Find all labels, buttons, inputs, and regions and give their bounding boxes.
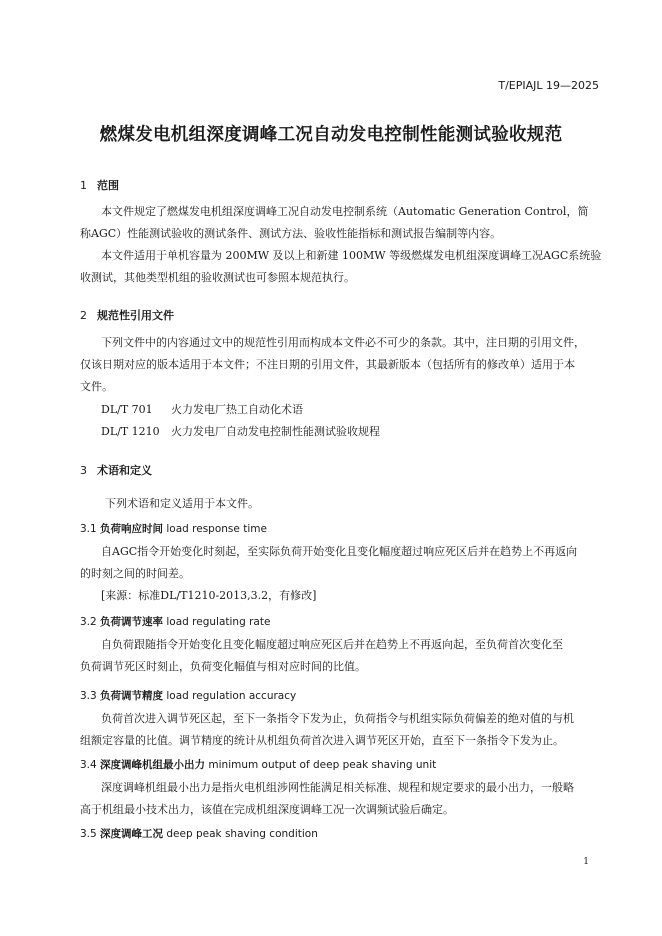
reference-name: 火力发电厂自动发电控制性能测试验收规程 — [171, 425, 380, 438]
term-3-4-line-2: 高于机组最小技术出力，该值在完成机组深度调峰工况一次调频试验后确定。 — [80, 803, 454, 816]
term-3-2-heading — [80, 614, 270, 629]
section-1-paragraph-2-line-1: 本文件适用于单机容量为 200MW 及以上和新建 100MW 等级燃煤发电机组深度调峰工况AGC系统验 — [101, 249, 602, 262]
term-3-3-heading — [80, 688, 296, 703]
term-3-4-line-1: 深度调峰机组最小出力是指火电机组涉网性能满足相关标准、规程和规定要求的最小出力，一般略 — [101, 781, 574, 794]
reference-item — [101, 421, 380, 443]
term-3-5-number: 3.5 — [80, 828, 97, 840]
term-3-5-en: deep peak shaving condition — [166, 828, 318, 840]
section-1-title: 范围 — [97, 179, 119, 192]
section-3-intro: 下列术语和定义适用于本文件。 — [105, 497, 259, 510]
section-2-paragraph-line-3: 文件。 — [80, 380, 113, 393]
reference-name: 火力发电厂热工自动化术语 — [171, 403, 303, 416]
term-3-2-zh: 负荷调节速率 — [100, 616, 164, 628]
reference-item — [101, 399, 303, 421]
term-3-1-number: 3.1 — [80, 523, 97, 535]
term-3-1-heading — [80, 521, 267, 536]
page-title: 燃煤发电机组深度调峰工况自动发电控制性能测试验收规范 — [99, 125, 563, 145]
term-3-5-zh: 深度调峰工况 — [100, 828, 164, 840]
term-3-5-heading — [80, 826, 318, 841]
term-3-4-en: minimum output of deep peak shaving unit — [208, 759, 437, 771]
section-2-paragraph-line-1: 下列文件中的内容通过文中的规范性引用而构成本文件必不可少的条款。其中，注日期的引用文件， — [101, 336, 585, 349]
term-3-2-number: 3.2 — [80, 616, 97, 628]
term-3-3-zh: 负荷调节精度 — [100, 690, 164, 702]
section-1-paragraph-1-line-1: 本文件规定了燃煤发电机组深度调峰工况自动发电控制系统（Automatic Generation Control，简 — [101, 205, 589, 218]
section-1-heading — [80, 177, 119, 193]
doc-code: T/EPIAJL 19—2025 — [498, 79, 599, 92]
section-3-heading — [80, 462, 152, 478]
term-3-4-number: 3.4 — [80, 759, 97, 771]
term-3-3-en: load regulation accuracy — [166, 690, 297, 702]
section-1-paragraph-1-line-2: 称AGC）性能测试验收的测试条件、测试方法、验收性能指标和测试报告编制等内容。 — [80, 227, 502, 240]
term-3-1-source: [来源：标准DL/T1210-2013,3.2，有修改] — [101, 589, 317, 602]
term-3-1-zh: 负荷响应时间 — [100, 523, 164, 535]
section-2-heading — [80, 307, 174, 323]
section-2-paragraph-line-2: 仅该日期对应的版本适用于本文件；不注日期的引用文件，其最新版本（包括所有的修改单）适用于本 — [80, 358, 575, 371]
section-3-title: 术语和定义 — [97, 464, 152, 477]
term-3-2-line-2: 负荷调节死区时刻止，负荷变化幅值与相对应时间的比值。 — [80, 660, 366, 673]
term-3-1-en: load response time — [166, 523, 267, 535]
section-3-number: 3 — [80, 464, 87, 477]
term-3-2-en: load regulating rate — [166, 616, 271, 628]
reference-code: DL/T 1210 — [101, 425, 160, 438]
term-3-3-line-2: 组额定容量的比值。调节精度的统计从机组负荷首次进入调节死区开始，直至下一条指令下发为止。 — [80, 734, 564, 747]
term-3-2-line-1: 自负荷跟随指令开始变化且变化幅度超过响应死区后并在趋势上不再返向起，至负荷首次变化至 — [101, 638, 563, 651]
term-3-3-line-1: 负荷首次进入调节死区起，至下一条指令下发为止，负荷指令与机组实际负荷偏差的绝对值的与机 — [101, 712, 574, 725]
term-3-4-zh: 深度调峰机组最小出力 — [100, 759, 206, 771]
section-1-paragraph-2-line-2: 收测试，其他类型机组的验收测试也可参照本规范执行。 — [80, 271, 355, 284]
section-1-number: 1 — [80, 179, 87, 192]
term-3-4-heading — [80, 757, 436, 772]
section-2-number: 2 — [80, 309, 87, 322]
term-3-3-number: 3.3 — [80, 690, 97, 702]
term-3-1-line-2: 的时刻之间的时间差。 — [80, 567, 190, 580]
term-3-1-line-1: 自AGC指令开始变化时刻起，至实际负荷开始变化且变化幅度超过响应死区后并在趋势上不再返向 — [101, 545, 578, 558]
page-number: 1 — [583, 857, 589, 867]
section-2-title: 规范性引用文件 — [97, 309, 174, 322]
reference-code: DL/T 701 — [101, 403, 153, 416]
